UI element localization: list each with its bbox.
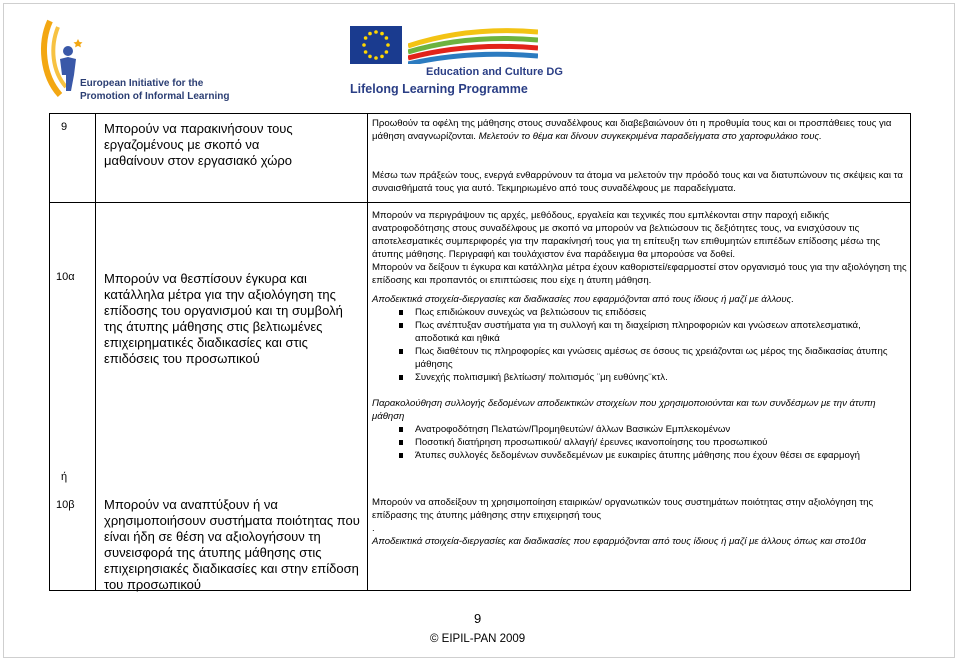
eu-stars-icon	[350, 26, 402, 64]
row-10a-evidence	[372, 209, 907, 462]
list-item: Ανατροφοδότηση Πελατών/Προμηθευτών/ άλλων Βασικών Εμπλεκομένων	[372, 423, 907, 436]
table-border-left	[49, 113, 50, 591]
eipil-logo-line1: European Initiative for the	[80, 78, 204, 89]
table-border-top	[49, 113, 911, 114]
row-10a-para-2: Μπορούν να δείξουν τι έγκυρα και κατάλληλα μέτρα έχουν καθοριστεί/εφαρμοστεί στον οργανισμό τους για την αξιολόγηση της επίδοσης και προπαντός οι επιπτώσεις που είχε η άτυπη μάθηση.	[372, 262, 907, 286]
page-number: 9	[474, 611, 482, 626]
eu-dg-title: Education and Culture DG	[426, 66, 563, 78]
list-item: Άτυπες συλλογές δεδομένων συνδεδεμένων με ευκαιρίες άτυπης μάθησης που έχουν θέσει σε εφαρμογή	[372, 449, 907, 462]
row-10a-para-4: Παρακολούθηση συλλογής δεδομένων αποδεικτικών στοιχείων που χρησιμοποιούνται και των συνδέσμων με την άτυπη μάθηση	[372, 398, 876, 422]
eu-programme-title: Lifelong Learning Programme	[350, 82, 528, 96]
square-bullet-icon	[399, 310, 403, 315]
square-bullet-icon	[399, 440, 403, 445]
square-bullet-icon	[399, 323, 403, 328]
list-item: Ποσοτική διατήρηση προσωπικού/ αλλαγή/ έρευνες ικανοποίησης του προσωπικού	[372, 436, 907, 449]
row-10a-number: 10α	[56, 271, 75, 283]
list-item: Πως επιδιώκουν συνεχώς να βελτιώσουν τις επιδόσεις	[372, 306, 907, 319]
list-item: Πως ανέπτυξαν συστήματα για τη συλλογή και τη διαχείριση πληροφοριών και γνώσεων αποτελεσματικά, αποδοτικά και ηθικά	[372, 319, 907, 345]
row-10a-criterion: Μπορούν να θεσπίσουν έγκυρα και κατάλληλα μέτρα για την αξιολόγηση της επίδοσης του οργανισμού και τη συμβολή της άτυπης μάθησης στις βελτιωμένες επιχειρηματικές διαδικασίες και στις επιδόσεις του προσωπικού	[104, 271, 343, 366]
row-10a-para-3: Αποδεικτικά στοιχεία-διεργασίες και διαδικασίες που εφαρμόζονται από τους ίδιους ή μαζί με άλλους.	[372, 294, 794, 305]
row-10b-or-label: ή	[61, 471, 68, 483]
square-bullet-icon	[399, 375, 403, 380]
square-bullet-icon	[399, 453, 403, 458]
competence-table	[49, 113, 911, 591]
row-10b-para-2: Αποδεικτικά στοιχεία-διεργασίες και διαδικασίες που εφαρμόζονται από τους ίδιους ή μαζί με άλλους όπως και στο10α	[372, 536, 866, 547]
square-bullet-icon	[399, 427, 403, 432]
eu-flag-icon	[350, 26, 402, 64]
copyright: © EIPIL-PAN 2009	[430, 633, 526, 645]
list-item: Πως διαθέτουν τις πληροφορίες και γνώσεις αμέσως σε όσους τις χρειάζονται ως μέρος της διαδικασίας άτυπης μάθησης	[372, 345, 907, 371]
eipil-logo-line2: Promotion of Informal Learning	[80, 91, 230, 102]
row-9-evidence-2: Μέσω των πράξεών τους, ενεργά ενθαρρύνουν τα άτομα να μελετούν την πρόοδό τους και να διατυπώνουν τις σκέψεις και τα συναισθήματά τους για αυτό. Τεκμηριωμένο από τους συναδέλφους με παραδείγματα.	[372, 170, 903, 194]
square-bullet-icon	[399, 349, 403, 354]
table-row-divider	[49, 202, 911, 203]
row-10b-evidence	[372, 496, 907, 548]
row-9-evidence-1-italic: Μελετούν το θέμα και δίνουν συγκεκριμένα παραδείγματα στο χαρτοφυλάκιο τους.	[478, 131, 822, 142]
row-10b-dot: .	[372, 523, 375, 534]
lifelong-learning-stripes-icon	[408, 26, 538, 64]
row-10a-bullets-1	[372, 306, 907, 384]
row-9-number: 9	[61, 121, 68, 133]
eipil-emblem-icon	[38, 13, 98, 103]
row-9-evidence-1-normal: Προωθούν τα οφέλη της μάθησης στους συναδέλφους και διαβεβαιώνουν ότι η προθυμία τους και οι προσπάθειες τους για μάθηση αναγνωρίζονται.	[372, 118, 892, 142]
table-col-divider-1	[95, 113, 96, 591]
row-10b-number: 10β	[56, 499, 75, 511]
table-col-divider-2	[367, 113, 368, 591]
row-10b-para-1: Μπορούν να αποδείξουν τη χρησιμοποίηση εταιρικών/ οργανωτικών τους συστημάτων ποιότητας στην αξιολόγηση της επίδρασης της άτυπης μάθησης στην επιχειρησή τους	[372, 497, 874, 521]
eu-programme-logo	[350, 22, 600, 102]
eipil-logo	[38, 13, 230, 103]
row-9-criterion: Μπορούν να παρακινήσουν τους εργαζομένους με σκοπό να μαθαίνουν στον εργασιακό χώρο	[104, 121, 293, 168]
row-10a-bullets-2	[372, 423, 907, 462]
row-9-evidence-1	[372, 117, 907, 143]
list-item: Συνεχής πολιτισμική βελτίωση/ πολιτισμός ¨μη ευθύνης¨κτλ.	[372, 371, 907, 384]
row-10a-para-1: Μπορούν να περιγράψουν τις αρχές, μεθόδους, εργαλεία και τεχνικές που εμπλέκονται στην παροχή ειδικής ανατροφοδότησης στους συναδέλφους με σκοπό να μπορούν να βελτιώσουν τις δεξιότητες τους, να ενισχύσουν τις αποτελεσματικές συμπεριφορές για την παρακίνησή τους για τη επίτευξη των επιθυμητών επιπέδων επίδοσης μέσω της άτυπης μάθησης. Περιγραφή και τουλάχιστον ένα παράδειγμα θα μπορούσε να δοθεί.	[372, 210, 881, 260]
row-10b-criterion: Μπορούν να αναπτύξουν ή να χρησιμοποιήσουν συστήματα ποιότητας που είναι ήδη σε θέση να αξιολογήσουν τη συνεισφορά της άτυπης μάθησης στις επιχειρησιακές διαδικασίες και στην επίδοση του προσωπικού	[104, 497, 360, 592]
table-border-right	[910, 113, 911, 591]
